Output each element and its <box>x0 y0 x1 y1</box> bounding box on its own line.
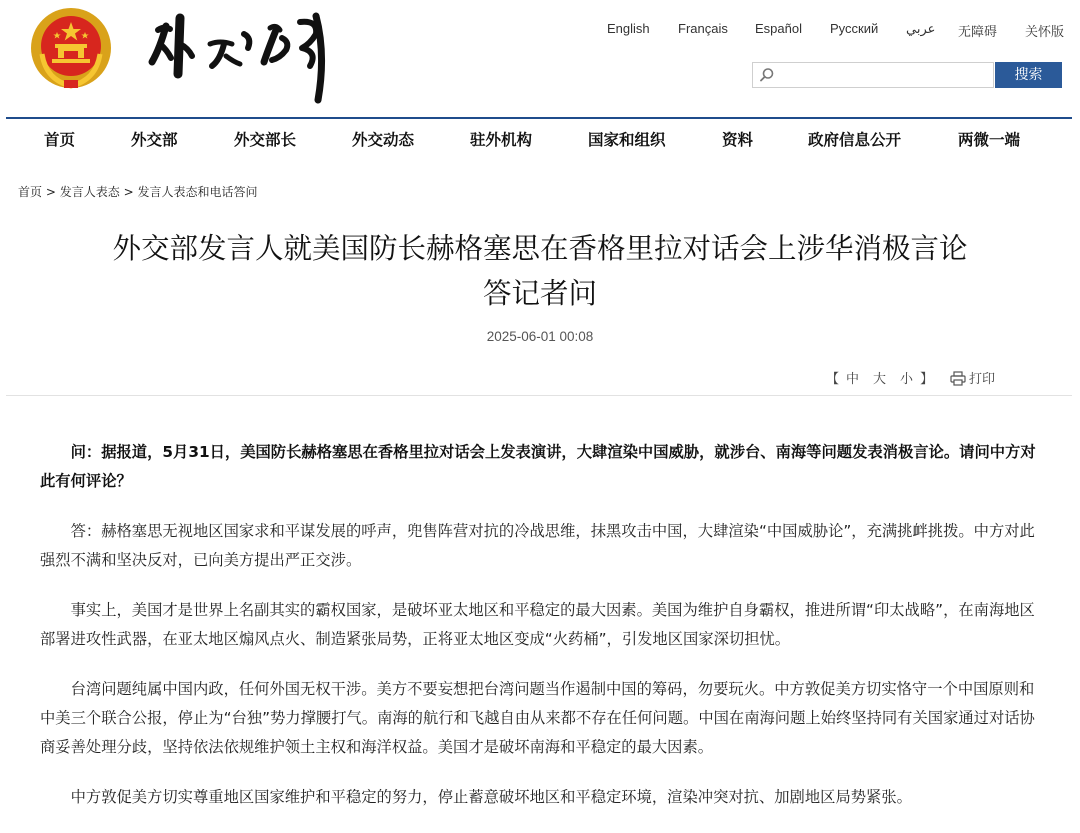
breadcrumb-home[interactable]: 首页 <box>18 185 43 199</box>
article-paragraph-question: 问：据报道，5月31日，美国防长赫格塞思在香格里拉对话会上发表演讲，大肆渲染中国威胁，就涉台、南海等问题发表消极言论。请问中方对此有何评论？ <box>40 443 1036 490</box>
printer-icon <box>950 371 966 386</box>
search-button[interactable]: 搜索 <box>995 62 1062 88</box>
lang-russian-link[interactable]: Русский <box>830 21 879 36</box>
breadcrumb <box>18 183 257 200</box>
page-title-line-1: 外交部发言人就美国防长赫格塞思在香格里拉对话会上涉华消极言论 <box>112 232 968 265</box>
lang-english-link[interactable]: English <box>607 21 650 36</box>
nav-government-information[interactable]: 政府信息公开 <box>808 131 902 149</box>
font-size-small-button[interactable]: 小 <box>900 372 914 387</box>
elderly-care-version-link[interactable]: 关怀版 <box>1025 24 1065 39</box>
nav-diplomatic-news[interactable]: 外交动态 <box>352 131 415 149</box>
nav-home[interactable]: 首页 <box>44 131 76 149</box>
article-paragraph: 答：赫格塞思无视地区国家求和平谋发展的呼声，兜售阵营对抗的冷战思维，抹黑攻击中国，大肆渲染“中国威胁论”，充满挑衅挑拨。中方对此强烈不满和坚决反对，已向美方提出严正交涉。 <box>40 522 1035 569</box>
content-divider <box>6 395 1072 396</box>
font-size-medium-button[interactable]: 大 <box>873 372 887 387</box>
article-paragraph: 事实上，美国才是世界上名副其实的霸权国家，是破坏亚太地区和平稳定的最大因素。美国为维护自身霸权，推进所谓“印太战略”，在南海地区部署进攻性武器，在亚太地区煽风点火、制造紧张局势，正将亚太地区变成“火药桶”，引发地区国家深切担忧。 <box>40 601 1035 648</box>
nav-social-media[interactable]: 两微一端 <box>958 131 1021 149</box>
accessibility-link[interactable]: 无障碍 <box>958 24 998 39</box>
font-size-bracket-open: 【 <box>826 372 840 387</box>
nav-missions-abroad[interactable]: 驻外机构 <box>470 131 533 149</box>
nav-countries-organizations[interactable]: 国家和组织 <box>588 131 666 149</box>
nav-foreign-minister[interactable]: 外交部长 <box>234 131 297 149</box>
header-divider <box>6 117 1072 119</box>
breadcrumb-spokesperson-remarks[interactable]: 发言人表态和电话答问 <box>137 185 258 199</box>
lang-french-link[interactable]: Français <box>678 21 728 36</box>
font-size-controls <box>826 368 933 387</box>
breadcrumb-separator: > <box>45 185 56 199</box>
lang-arabic-link[interactable]: عربي <box>906 21 936 36</box>
print-button[interactable] <box>950 368 995 387</box>
search-input[interactable] <box>779 65 993 87</box>
article-paragraph: 台湾问题纯属中国内政，任何外国无权干涉。美方不要妄想把台湾问题当作遏制中国的筹码，勿要玩火。中方敦促美方切实恪守一个中国原则和中美三个联合公报，停止为“台独”势力撑腰打气。南海的航行和飞越自由从来都不存在任何问题。中国在南海问题上始终坚持同有关国家通过对话协商妥善处理分歧，坚持依法依规维护领土主权和海洋权益。美国才是破坏南海和平稳定的最大因素。 <box>40 680 1035 756</box>
main-nav <box>0 128 1080 154</box>
ministry-calligraphy-logo[interactable] <box>140 4 350 104</box>
article-body <box>40 438 1040 833</box>
publish-date: 2025-06-01 00:08 <box>486 329 594 344</box>
search-box <box>752 62 994 88</box>
font-size-bracket-close: 】 <box>920 372 934 387</box>
print-label: 打印 <box>969 372 996 387</box>
page-title-line-2: 答记者问 <box>482 277 597 310</box>
nav-resources[interactable]: 资料 <box>722 131 754 149</box>
breadcrumb-spokesperson[interactable]: 发言人表态 <box>59 185 120 199</box>
search-icon <box>759 67 775 83</box>
lang-spanish-link[interactable]: Español <box>755 21 802 36</box>
article-paragraph: 中方敦促美方切实尊重地区国家维护和平稳定的努力，停止蓄意破坏地区和平稳定环境，渲染冲突对抗、加剧地区局势紧张。 <box>70 788 912 806</box>
nav-ministry[interactable]: 外交部 <box>131 131 178 149</box>
font-size-large-button[interactable]: 中 <box>846 372 860 387</box>
national-emblem-icon[interactable] <box>28 6 114 92</box>
breadcrumb-separator: > <box>123 185 134 199</box>
